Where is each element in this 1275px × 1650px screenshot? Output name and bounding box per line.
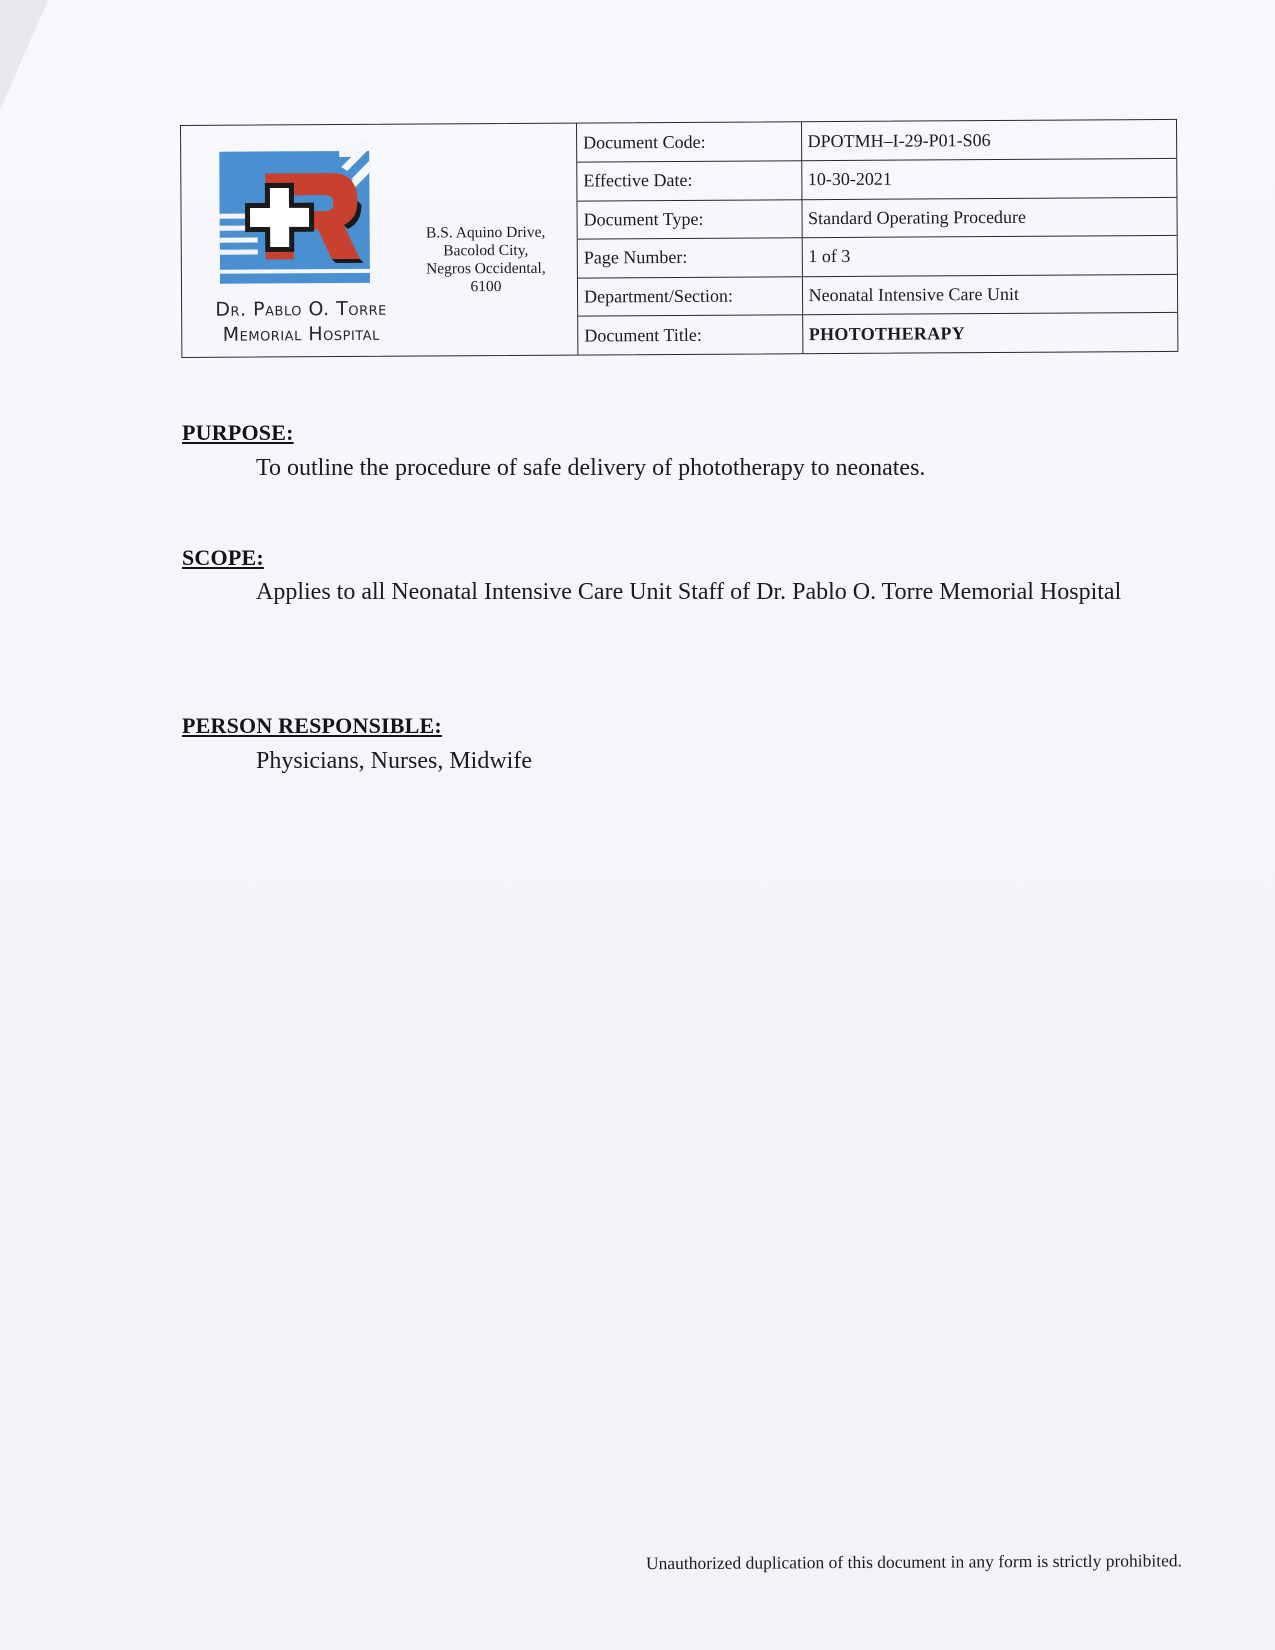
hospital-identity-cell [181, 124, 578, 357]
effective-date-label: Effective Date: [577, 161, 801, 201]
purpose-heading: PURPOSE: [182, 420, 294, 445]
table-row [578, 235, 1177, 277]
document-type-label: Document Type: [577, 199, 801, 239]
document-info-table [577, 120, 1177, 355]
effective-date-value: 10-30-2021 [801, 158, 1176, 199]
table-row [577, 158, 1176, 200]
hospital-name-line-1: Dr. Pablo O. Torre [215, 297, 387, 321]
table-row [578, 312, 1177, 354]
address-line-3: Negros Occidental, [426, 259, 546, 278]
page-number-label: Page Number: [578, 238, 802, 278]
document-title-value: PHOTOTHERAPY [808, 322, 966, 344]
page-number-value: 1 of 3 [802, 235, 1177, 276]
scope-heading: SCOPE: [182, 545, 264, 570]
person-responsible-heading: PERSON RESPONSIBLE: [182, 713, 442, 738]
purpose-text [182, 450, 1177, 486]
document-code-value: DPOTMH–I-29-P01-S06 [801, 120, 1176, 161]
document-code-label: Document Code: [577, 122, 801, 162]
hospital-address [412, 224, 560, 297]
address-line-4: 6100 [470, 278, 502, 296]
scope-text-content: Applies to all Neonatal Intensive Care Unit Staff of Dr. Pablo O. Torre Memorial Hospital [256, 579, 1122, 605]
hospital-name [196, 297, 406, 348]
person-responsible-text [182, 743, 1177, 779]
hospital-name-line-2: Memorial Hospital [222, 322, 380, 346]
purpose-text-content: To outline the procedure of safe delivery of phototherapy to neonates. [256, 455, 926, 481]
address-line-2: Bacolod City, [443, 241, 529, 260]
table-row [578, 274, 1177, 316]
table-row [577, 197, 1176, 239]
document-header [180, 119, 1178, 358]
footer-note: Unauthorized duplication of this document in any form is strictly prohibited. [645, 1550, 1183, 1574]
person-responsible-text-content: Physicians, Nurses, Midwife [256, 748, 532, 774]
address-line-1: B.S. Aquino Drive, [425, 223, 546, 242]
hospital-logo-icon [219, 139, 382, 292]
table-row [577, 120, 1176, 162]
document-type-value: Standard Operating Procedure [801, 197, 1176, 238]
department-label: Department/Section: [578, 276, 802, 316]
document-title-label: Document Title: [578, 315, 802, 355]
page-corner-fold [0, 0, 48, 110]
scope-text [182, 574, 1177, 610]
department-value: Neonatal Intensive Care Unit [802, 274, 1177, 315]
